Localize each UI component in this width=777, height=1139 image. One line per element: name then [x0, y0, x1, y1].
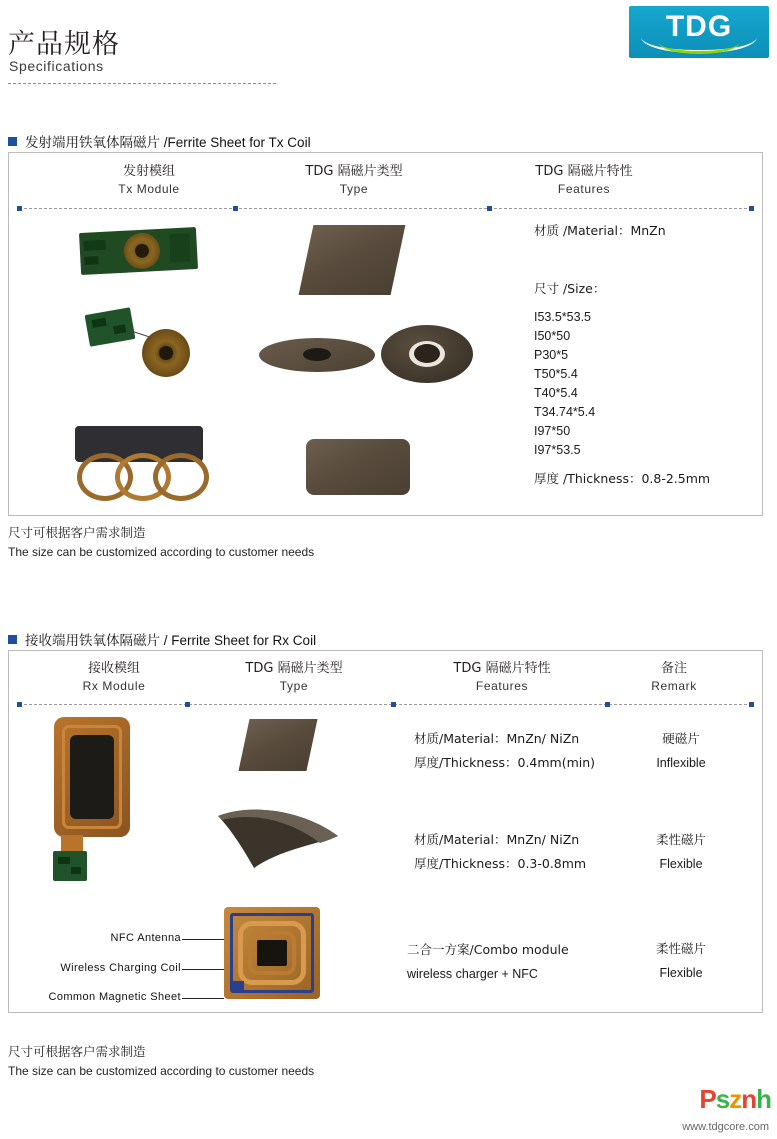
rx-divider-tick-2	[391, 702, 396, 707]
tx-module-image-3-coils	[75, 453, 203, 493]
tx-header-divider	[19, 208, 752, 209]
page-header	[0, 0, 777, 96]
annotation-leader-1	[182, 939, 224, 940]
tx-col-header-features: TDG 隔磁片特性 Features	[535, 164, 633, 196]
rx-col-header-features: TDG 隔磁片特性 Features	[453, 661, 551, 693]
tx-divider-tick-right	[749, 206, 754, 211]
tx-type-square-sheet	[299, 225, 406, 295]
footer-brand-logo: Psznh	[699, 1084, 771, 1114]
tx-size-7: I97*53.5	[534, 443, 581, 457]
tx-table-panel	[8, 152, 763, 516]
flexible-sheet-icon	[214, 806, 342, 872]
tx-size-2: P30*5	[534, 348, 569, 362]
annotation-leader-2	[182, 969, 224, 970]
tx-module-image-2-board	[85, 307, 136, 347]
tx-note-cn: 尺寸可根据客户需求制造	[8, 525, 146, 540]
rx-divider-tick-3	[605, 702, 610, 707]
footer-url: www.tdgcore.com	[682, 1121, 769, 1133]
annotation-wireless-coil: Wireless Charging Coil	[60, 962, 181, 974]
rx-table-panel	[8, 650, 763, 1013]
tx-size-4: T40*5.4	[534, 386, 578, 400]
bullet-square-icon-2	[8, 635, 17, 644]
rx-col-header-module: 接收模组 Rx Module	[82, 661, 146, 693]
tx-size-0: I53.5*53.5	[534, 310, 591, 324]
tx-divider-tick-1	[233, 206, 238, 211]
annotation-nfc-antenna: NFC Antenna	[110, 932, 181, 944]
tx-note	[8, 524, 314, 561]
rx-module-image-antenna	[54, 717, 130, 837]
section-tx-heading-en: /Ferrite Sheet for Tx Coil	[163, 135, 311, 150]
section-rx-heading-cn: 接收端用铁氧体隔磁片	[25, 633, 160, 649]
rx-module-image-board	[53, 851, 87, 881]
section-rx-heading	[8, 629, 316, 649]
rx-divider-tick-left	[17, 702, 22, 707]
tx-feature-material: 材质 /Material：MnZn	[534, 223, 666, 238]
rx-header-divider	[19, 704, 752, 705]
tx-note-en: The size can be customized according to customer needs	[8, 544, 315, 559]
rx-feature-row-1: 材质/Material：MnZn/ NiZn 厚度/Thickness：0.4mm(min)	[414, 731, 596, 771]
tx-size-5: T34.74*5.4	[534, 405, 596, 419]
rx-feature-row-2: 材质/Material：MnZn/ NiZn 厚度/Thickness：0.3-0.8mm	[414, 832, 587, 872]
section-rx-heading-en: / Ferrite Sheet for Rx Coil	[163, 633, 317, 648]
rx-note	[8, 1043, 314, 1080]
tx-feature-size-label: 尺寸 /Size：	[534, 281, 606, 296]
rx-divider-tick-1	[185, 702, 190, 707]
rx-type-flexible-sheet	[214, 806, 342, 872]
rx-remark-row-3: 柔性磁片 Flexible	[655, 941, 706, 981]
tx-feature-thickness: 厚度 /Thickness：0.8-2.5mm	[534, 471, 711, 486]
rx-feature-row-3: 二合一方案/Combo module wireless charger + NFC	[407, 942, 569, 981]
rx-remark-row-1: 硬磁片 Inflexible	[656, 731, 706, 771]
logo-swoosh-green-icon	[659, 41, 739, 54]
rx-col-header-remark: 备注 Remark	[651, 661, 697, 693]
page-title-cn: 产品规格	[8, 29, 120, 60]
rx-divider-tick-right	[749, 702, 754, 707]
bullet-square-icon	[8, 137, 17, 146]
annotation-leader-3	[182, 998, 224, 999]
tx-type-ring-flat	[259, 338, 375, 372]
rx-col-header-type: TDG 隔磁片类型 Type	[245, 661, 343, 693]
tx-feature-size-list	[534, 308, 595, 460]
tx-module-image-1	[79, 227, 198, 275]
tx-divider-tick-2	[487, 206, 492, 211]
rx-note-en: The size can be customized according to customer needs	[8, 1063, 315, 1078]
section-tx-heading-cn: 发射端用铁氧体隔磁片	[25, 135, 160, 151]
title-divider	[8, 83, 276, 84]
page-title-en: Specifications	[9, 58, 104, 74]
tx-divider-tick-left	[17, 206, 22, 211]
rx-combo-module-image	[224, 907, 320, 999]
rx-remark-row-2: 柔性磁片 Flexible	[655, 832, 706, 872]
rx-note-cn: 尺寸可根据客户需求制造	[8, 1044, 146, 1059]
tx-col-header-type: TDG 隔磁片类型 Type	[305, 164, 403, 196]
section-tx-heading	[8, 131, 311, 151]
tx-size-3: T50*5.4	[534, 367, 578, 381]
tdg-logo-text: TDG	[665, 10, 733, 43]
annotation-magnetic-sheet: Common Magnetic Sheet	[48, 991, 181, 1003]
tx-type-ring-thick	[381, 325, 473, 383]
tx-module-image-2-coil	[142, 329, 190, 377]
tdg-logo	[629, 6, 769, 58]
rx-type-square-sheet	[238, 719, 317, 771]
tx-col-header-module: 发射模组 Tx Module	[118, 164, 180, 196]
tx-size-1: I50*50	[534, 329, 571, 343]
tx-size-6: I97*50	[534, 424, 571, 438]
tx-type-rounded-sheet	[306, 439, 410, 495]
